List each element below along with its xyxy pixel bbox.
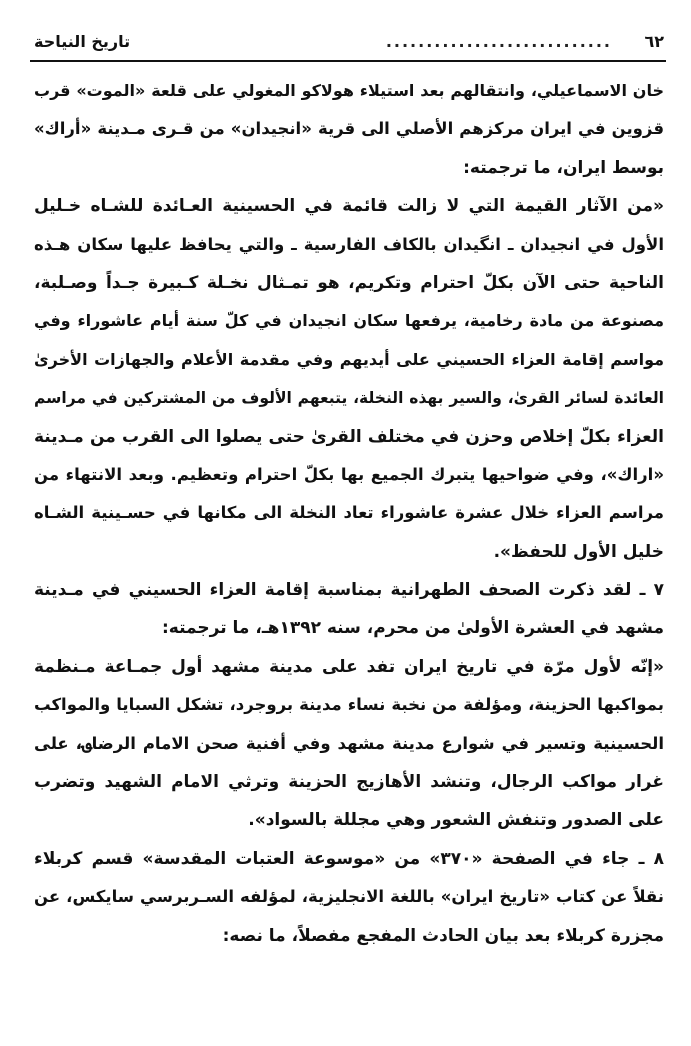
text-line: الحسينية وتسير في شوارع مدينة مشهد وفي أفنية صحن الامام الرضا؈، على xyxy=(34,733,664,753)
text-line: الأول في انجيدان ـ انگيدان بالكاف الفارسية ـ والتي يحافظ عليها سكان هـذه xyxy=(34,234,664,254)
text-line: الناحية حتى الآن بكلّ احترام وتكريم، هو تمـثال نخـلة كـبيرة جـداً وصـلبة، xyxy=(34,272,664,293)
text-line: خان الاسماعيلي، وانتقالهم بعد استيلاء هولاكو المغولي على قلعة «الموت» قرب xyxy=(34,81,664,100)
body-text xyxy=(34,72,664,955)
text-line: مراسم العزاء خلال عشرة عاشوراء تعاد النخلة الى مكانها في حسـينية الشـاه xyxy=(34,503,664,523)
text-line: نقلاً عن كتاب «تاريخ ايران» باللغة الانجليزية، لمؤلفه السـربرسي سايكس، عن xyxy=(34,887,664,907)
text-line: ٧ ـ لقد ذكرت الصحف الطهرانية بمناسبة إقامة العزاء الحسيني في مـدينة xyxy=(34,580,664,601)
text-line: بمواكبها الحزينة، ومؤلفة من نخبة نساء مدينة بروجرد، تشكل السبايا والمواكب xyxy=(34,695,664,715)
text-line: «من الآثار القيمة التي لا زالت قائمة في الحسينية العـائدة للشـاه خـليل xyxy=(34,196,664,217)
text-line: خليل الأول للحفظ». xyxy=(493,541,664,562)
text-line: قزوين في ايران مركزهم الأصلي الى قرية «انجيدان» من قـرى مـدينة «أراك» xyxy=(34,119,664,139)
header-rule xyxy=(30,60,666,62)
text-line: على الصدور وتنفش الشعور وهي مجللة بالسواد». xyxy=(248,810,664,831)
text-line: «إنّه لأول مرّة في تاريخ ايران تفد على مدينة مشهد أول جمـاعة مـنظمة xyxy=(34,656,664,677)
page-number: ٦٢ xyxy=(644,32,664,51)
text-line: غرار مواكب الرجال، وتنشد الأهازيج الحزينة وترثي الامام الشهيد وتضرب xyxy=(34,772,664,793)
text-line: مجزرة كربلاء بعد بيان الحادث المفجع مفصلاً، ما نصه: xyxy=(222,925,664,946)
text-line: «اراك»، وفي ضواحيها يتبرك الجميع بها بكلّ احترام وتعظيم. وبعد الانتهاء من xyxy=(34,464,664,484)
text-line: بوسط ايران، ما ترجمته: xyxy=(463,157,664,178)
text-line: مشهد في العشرة الأولىٰ من محرم، سنه ١٣٩٢هـ، ما ترجمته: xyxy=(161,618,664,639)
text-line: العائدة لسائر القرىٰ، والسير بهذه النخلة، يتبعهم الألوف من المشتركين في مراسم xyxy=(34,389,664,408)
page-header xyxy=(34,26,664,58)
text-line: مواسم إقامة العزاء الحسيني على أيديهم وفي مقدمة الأعلام والجهازات الأخرىٰ xyxy=(34,349,664,369)
running-title: تاريخ النياحة xyxy=(34,32,131,51)
header-leader-dots: ............................ xyxy=(385,32,612,51)
text-line: العزاء بكلّ إخلاص وحزن في مختلف القرىٰ حتى يصلوا الى القرب من مـدينة xyxy=(34,426,664,447)
text-line: ٨ ـ جاء في الصفحة «٣٧٠» من «موسوعة العتبات المقدسة» قسم كربلاء xyxy=(34,848,664,869)
text-line: مصنوعة من مادة رخامية، يرفعها سكان انجيدان في كلّ سنة أيام عاشوراء وفي xyxy=(34,311,664,331)
